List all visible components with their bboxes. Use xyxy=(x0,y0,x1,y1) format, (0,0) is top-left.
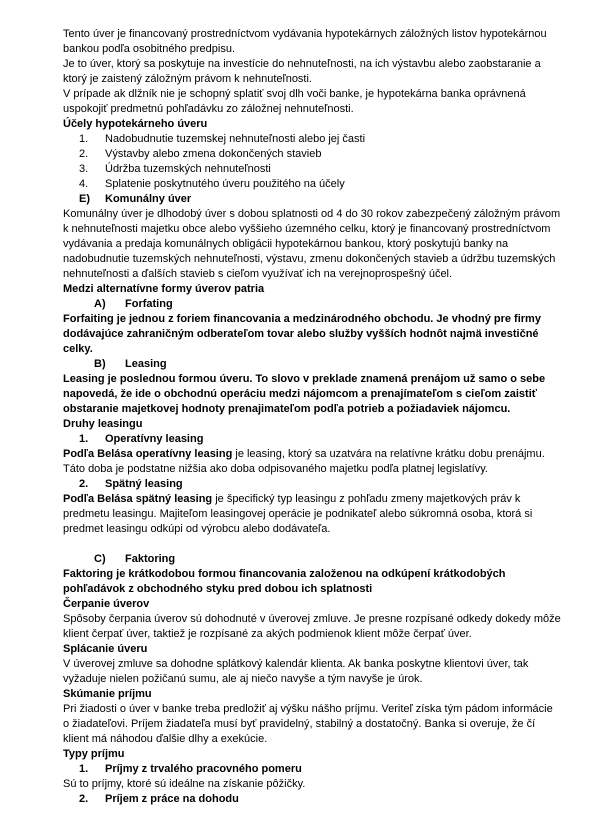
blank-line xyxy=(63,537,561,552)
list-item-label: Forfating xyxy=(125,298,173,310)
list-item-label: Príjmy z trvalého pracovného pomeru xyxy=(105,763,302,775)
list-item-ucely-1 xyxy=(63,132,561,147)
list-item-label: Spätný leasing xyxy=(105,478,183,490)
list-item-label: Údržba tuzemských nehnuteľnosti xyxy=(105,163,271,175)
list-number: 2. xyxy=(79,478,89,490)
list-item-A-forfating xyxy=(63,297,561,312)
heading-alternativne-formy-uverov: Medzi alternatívne formy úverov patria xyxy=(63,283,265,295)
list-number: 4. xyxy=(79,178,89,190)
heading-cerpanie-uverov: Čerpanie úverov xyxy=(63,598,150,610)
text-run: je špecifický typ leasingu z pohľadu zmeny majetkových práv k predmetu leasingu. Majiteľom leasingovej operácie je podnikateľ alebo súkromná osoba, ktorá si predmet leasingu odkúpi od výrobcu alebo dodávateľa. xyxy=(63,493,533,535)
list-item-2-spatny-leasing xyxy=(63,477,561,492)
list-number: 1. xyxy=(79,133,89,145)
list-number: 2. xyxy=(79,148,89,160)
heading-skumanie-prijmu: Skúmanie príjmu xyxy=(63,688,152,700)
paragraph-cerpanie-uverov: Spôsoby čerpania úverov sú dohodnuté v úverovej zmluve. Je presne rozpísané odkedy dokedy môže klient čerpať úver, taktiež je rozpísané za akých podmienok klient môže čerpať úver. xyxy=(63,613,561,640)
bold-run: Podľa Belása spätný leasing xyxy=(63,493,213,505)
paragraph-komunalny-uver: Komunálny úver je dlhodobý úver s dobou splatnosti od 4 do 30 rokov zabezpečený záložným právom k nehnuteľnosti majetku obce alebo vyššieho územného celku, ktorý je financovaný prostredníctvom vydávania a predaja komunálnych obligácii hypotekárnou bankou, ktorý poskytujú banky na nadobudnutie tuzemských nehnuteľnosti, výstavu, zmenu dokončených stavieb a údržbu tuzemských nehnuteľnosti a ďalších stavieb s cieľom využívať ich na verejnoprospešný účel. xyxy=(63,208,561,280)
list-item-label: Príjem z práce na dohodu xyxy=(105,793,239,805)
list-item-label: Operatívny leasing xyxy=(105,433,204,445)
paragraph-mortgage-default: V prípade ak dlžník nie je schopný splatiť svoj dlh voči banke, je hypotekárna banka oprávnená uspokojiť predmetnú pohľadávku zo záložnej nehnuteľnosti. xyxy=(63,88,526,115)
list-item-label: Splatenie poskytnutého úveru použitého na účely xyxy=(105,178,345,190)
list-letter: E) xyxy=(79,193,90,205)
list-item-ucely-2 xyxy=(63,147,561,162)
paragraph-prijmy-trvaly-pomer: Sú to príjmy, ktoré sú ideálne na získanie pôžičky. xyxy=(63,778,306,790)
list-item-E-komunalny-uver xyxy=(63,192,561,207)
list-item-ucely-4 xyxy=(63,177,561,192)
list-letter: B) xyxy=(94,358,106,370)
heading-druhy-leasingu: Druhy leasingu xyxy=(63,418,143,430)
list-letter: A) xyxy=(94,298,106,310)
list-item-label: Komunálny úver xyxy=(105,193,192,205)
paragraph-forfaiting: Forfaiting je jednou z foriem financovania a medzinárodného obchodu. Je vhodný pre firmy dodávajúce zahraničným odberateľom tovar alebo služby vyšších hodnôt najmä investičné celky. xyxy=(63,313,541,355)
paragraph-spatny-leasing xyxy=(63,492,561,537)
paragraph-mortgage-funding: Tento úver je financovaný prostredníctvom vydávania hypotekárnych záložných listov hypotekárnou bankou podľa osobitného predpisu. xyxy=(63,28,547,55)
list-item-2-prijem-z-prace-na-dohodu xyxy=(63,792,561,807)
paragraph-faktoring: Faktoring je krátkodobou formou financovania založenou na odkúpení krátkodobých pohľadávok z obchodného styku pred dobou ich splatnosti xyxy=(63,568,506,595)
paragraph-splacanie-uveru: V úverovej zmluve sa dohodne splátkový kalendár klienta. Ak banka poskytne klientovi úver, tak vyžaduje nielen požičanú sumu, ale aj niečo navyše a tým navyše je úrok. xyxy=(63,658,529,685)
list-number: 1. xyxy=(79,433,89,445)
list-item-label: Nadobudnutie tuzemskej nehnuteľnosti alebo jej časti xyxy=(105,133,366,145)
list-item-C-faktoring xyxy=(63,552,561,567)
list-number: 3. xyxy=(79,163,89,175)
list-item-ucely-3 xyxy=(63,162,561,177)
list-item-1-prijmy-z-trvaleho-pomeru xyxy=(63,762,561,777)
heading-typy-prijmu: Typy príjmu xyxy=(63,748,125,760)
heading-splacanie-uveru: Splácanie úveru xyxy=(63,643,148,655)
document-page xyxy=(63,27,561,807)
heading-ucely-hypotekarneho-uveru: Účely hypotekárneho úveru xyxy=(63,118,208,130)
list-number: 2. xyxy=(79,793,89,805)
list-item-B-leasing xyxy=(63,357,561,372)
paragraph-leasing: Leasing je poslednou formou úveru. To slovo v preklade znamená prenájom už samo o sebe napovedá, že ide o obchodnú operáciu medzi nájomcom a prenajímateľom s cieľom zaistiť obstaranie majetkovej hodnoty prenajimateľom podľa potrieb a požiadaviek nájomcu. xyxy=(63,373,546,415)
list-item-label: Výstavby alebo zmena dokončených stavieb xyxy=(105,148,322,160)
text-run: je leasing, ktorý sa uzatvára na relatívne krátku dobu prenájmu. Táto doba je podstatne nižšia ako doba odpisovaného majetku podľa platnej legislatívy. xyxy=(63,448,545,475)
list-item-1-operativny-leasing xyxy=(63,432,561,447)
list-item-label: Faktoring xyxy=(125,553,176,565)
paragraph-operativny-leasing xyxy=(63,447,561,477)
list-item-label: Leasing xyxy=(125,358,167,370)
list-number: 1. xyxy=(79,763,89,775)
list-letter: C) xyxy=(94,553,106,565)
paragraph-mortgage-purpose: Je to úver, ktorý sa poskytuje na investície do nehnuteľnosti, na ich výstavbu alebo zaobstaranie a ktorý je zaistený záložným právom k nehnuteľnosti. xyxy=(63,58,541,85)
paragraph-skumanie-prijmu: Pri žiadosti o úver v banke treba predložiť aj výšku nášho príjmu. Veriteľ získa tým pádom informácie o žiadateľovi. Príjem žiadateľa musí byť pravidelný, stabilný a dostatočný. Banka si overuje, že čí klient má náhodou ďalšie dlhy a exekúcie. xyxy=(63,703,553,745)
bold-run: Podľa Belása operatívny leasing xyxy=(63,448,233,460)
